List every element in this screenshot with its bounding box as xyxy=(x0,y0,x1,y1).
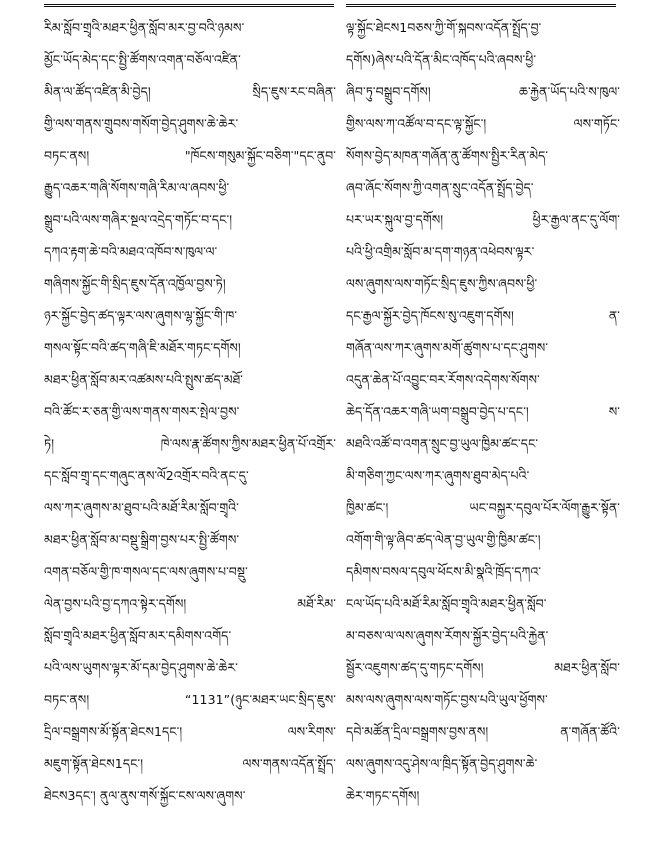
text-line: སློབ་གྲྭའི་མཐར་ཕྱིན་སློབ་མར་དམིགས་འགོད་ xyxy=(44,628,232,643)
text-line: བཏང་ནས། "ཁོངས་གསུམ་སྐྱོང་བཅིག་"དང་ནུབ་ xyxy=(44,148,336,163)
text-line: ཐེངས3དང་། ནུལ་ནུས་གསོ་སྐྱོང་ངས་ལས་ཞུགས་ xyxy=(44,788,246,803)
text-line: སོགས་བྱེད་མཁན་གཞོན་ནུ་ཚོགས་སྤྱིར་རིན་མེད་ xyxy=(346,148,549,163)
text-line: མ་བཅས་ལ་ལས་ཞུགས་རོགས་སྐྱོར་བྱེད་པའི་རྐྱེན་ xyxy=(346,628,549,643)
header-rule-left xyxy=(44,4,334,7)
text-line: ལས་ཀར་ཞུགས་མ་ཐུབ་པའི་མཐོ་རིམ་སློབ་གྲྭའི་ xyxy=(44,500,239,515)
text-line: གྱི་ལས་གནས་གྲུབས་གསོག་བྱེད་ཤུགས་ཆེ་ཆེར་ xyxy=(44,116,239,131)
right-text-column xyxy=(346,12,620,812)
text-line: གཞིགས་སྐྱོང་གི་སྲིད་ཇུས་དོན་འཁྱོལ་བྱས་ཏེ། xyxy=(44,276,226,291)
text-line: བཏང་ནས། “1131”(ཉུང་མཐར་ཡང་སྲིད་ཇུས་ xyxy=(44,692,336,707)
text-line: དང་སློབ་གྲྭ་དང་གཞུང་ནས་ལོ2འགྲོར་བའི་ནང་དུ་ xyxy=(44,468,249,483)
text-line: གཞོན་ལས་ཀར་ཞུགས་མགོ་ཚུགས་པ་དང་ཤུགས་ xyxy=(346,340,549,355)
text-line: གྱིས་ལས་ཀ་འཚོལ་བ་དང་ལྟ་སྐྱོང་། ལས་གཏོང་ xyxy=(346,116,620,131)
text-line: ཞིབ་ཏུ་བསྒྲུབ་དགོས། ཆ་རྐྱེན་ཡོད་པའི་ས་ཁུལ་ xyxy=(346,84,620,99)
text-line: དགོས)ཞེས་པའི་དོན་མིང་འཁོད་པའི་ཞབས་ཕྱི་ xyxy=(346,52,537,67)
text-line: མཐའི་འཚོ་བ་འགན་སྲུང་བྱ་ཡུལ་ཁྱིམ་ཚང་དང་ xyxy=(346,436,539,451)
text-line: སྦྱོར་འཇུགས་ཚད་དུ་གཏང་དགོས། མཐར་ཕྱིན་སློབ་ xyxy=(346,660,620,675)
text-line: དྲིལ་བསྒྲགས་མོ་སྟོན་ཐེངས1དང་། ལས་རིགས་ xyxy=(44,724,336,739)
text-line: ཆེད་དོན་འཆར་གཞི་ཡག་བསྒྲུབ་བྱེད་པ་དང་། ས་ xyxy=(346,404,620,419)
text-line: བའི་ཚོང་ར་ཅན་གྱི་ལས་གནས་གསར་སྤེལ་བྱས་ xyxy=(44,404,240,419)
text-line: མྱོང་ཡོད་མེད་དང་སྤྱི་ཚོགས་འགན་བཅོལ་འཛིན་ xyxy=(44,52,241,67)
text-line: མཇུག་སྟོན་ཐེངས1དང་། ལས་གནས་འདོན་སྤྲོད་ xyxy=(44,756,336,771)
text-line: སྒྲུབ་པའི་ལས་གཞིར་སྔལ་འདྲེད་གཏོང་བ་དང་། xyxy=(44,212,233,227)
text-line: མཐར་ཕྱིན་སློབ་མ་བསྡུ་སྒྲིག་བྱས་པར་སྤྱི་ཚོགས་ xyxy=(44,532,240,547)
text-line: གསལ་སྟོང་བའི་ཚད་གཞི་ཇི་མཐོར་གཏང་དགོས། xyxy=(44,340,241,355)
header-rule-right xyxy=(346,4,616,7)
text-line: མི་གཅིག་ཀྱང་ལས་ཀར་ཞུགས་ཐུབ་མེད་པའི་ xyxy=(346,468,530,483)
text-line: རྒྱུད་འཆར་གཞི་སོགས་གཞི་རིམ་ལ་ཞབས་ཕྱི་ xyxy=(44,180,230,195)
text-line: མཐར་ཕྱིན་སློབ་མར་འཚམས་པའི་སྤུས་ཚད་མཐོ་ xyxy=(44,372,243,387)
text-line: པར་ཡར་སྐུལ་བྱ་དགོས། ཕྱིར་རྒྱལ་ནང་དུ་ལོག་ xyxy=(346,212,620,227)
text-line: ཞབ་ཞོང་སོགས་ཀྱི་འགན་སྲུང་འདོན་སྤྲོད་བྱེད་ xyxy=(346,180,534,195)
left-text-column xyxy=(44,12,336,812)
text-line: མས་ལས་ཞུགས་ལས་གཏོང་བྱས་པའི་ཡུལ་ཕྱོགས་ xyxy=(346,692,548,707)
text-line: དཀའ་རྟག་ཆེ་བའི་མཐའ་འཁོབ་ས་ཁུལ་ལ་ xyxy=(44,244,218,259)
text-line: འགོག་གི་ལྟ་ཞིབ་ཚད་ལེན་བྱ་ཡུལ་གྱི་ཁྱིམ་ཚང་། xyxy=(346,532,541,547)
text-line: པའི་ལས་ཡུགས་ལྟར་མོ་དམ་བྱེད་ཤུགས་ཆེ་ཆེར་ xyxy=(44,660,238,675)
text-line: དབེ་མཚོན་དྲིལ་བསྒྲགས་བྱས་ནས། ན་གཞོན་ཚོའི་ xyxy=(346,724,620,739)
text-line: ཆེར་གཏང་དགོས། xyxy=(346,788,420,803)
text-line: ཁྱིམ་ཚང་། ཡང་བསྐྱར་དབུལ་པོར་ལོག་རྒྱུར་སྟོན་ xyxy=(346,500,620,515)
text-line: འགན་བཅོལ་གྱི་ཁ་གསལ་དང་ལས་ཞུགས་པ་བསྡུ་ xyxy=(44,564,248,579)
text-line: ལས་ཞུགས་འདུ་ཤེས་ལ་ཁྲིད་སྟོན་བྱེད་ཤུགས་ཆེ་ xyxy=(346,756,538,771)
text-line: ཏེ། ཁེ་ལས་རྣ་ཚོགས་ཀྱིས་མཐར་ཕྱིན་པོ་འགྲོར་ xyxy=(44,436,336,451)
text-line: པའི་ཕྱི་འགྲིམ་སློབ་མ་དག་གཉན་འཕེབས་ལྟར་ xyxy=(346,244,535,259)
text-line: ཉར་སྐྱོང་བྱེད་ཚད་ལྟར་ལས་ཞུགས་ལྷ་སྐྱོང་གི་ཁ་ xyxy=(44,308,238,323)
text-line: རིམ་སློབ་གྲྭའི་མཐར་ཕྱིན་སློབ་མར་བྱ་བའི་ཉམས་ xyxy=(44,20,245,35)
text-line: ངལ་ཡོད་པའི་མཐོ་རིམ་སློབ་གྲྭའི་མཐར་ཕྱིན་སློབ་ xyxy=(346,596,547,611)
text-line: འདུན་ཆེན་པོ་འབྱུང་བར་རོགས་འདེགས་སོགས་ xyxy=(346,372,540,387)
text-line: ལེན་བྱས་པའི་བྱ་དཀའ་སྟེར་དགོས། མཐོ་རིམ་ xyxy=(44,596,336,611)
text-line: ལྟ་སྐྱོང་ཐེངས1བཅས་ཀྱི་གོ་སྐབས་འདོན་སྤྲོད་བྱ་ xyxy=(346,20,542,35)
text-line: མིན་ལ་ཚོད་འཛིན་མི་བྱེད། སྲིད་ཇུས་རང་བཞིན་ xyxy=(44,84,336,99)
text-line: ལས་ཞུགས་ལས་གཏོང་སྲིད་ཇུས་ཀྱིས་ཞབས་ཕྱི་ xyxy=(346,276,538,291)
text-line: དང་རྒྱལ་སྐྱོར་བྱེད་ཁོངས་སུ་འཇུག་དགོས། ན་ xyxy=(346,308,620,323)
text-line: དམིགས་བསལ་དབུལ་ཕོངས་མི་སྣའི་ཁྲོད་དཀའ་ xyxy=(346,564,542,579)
